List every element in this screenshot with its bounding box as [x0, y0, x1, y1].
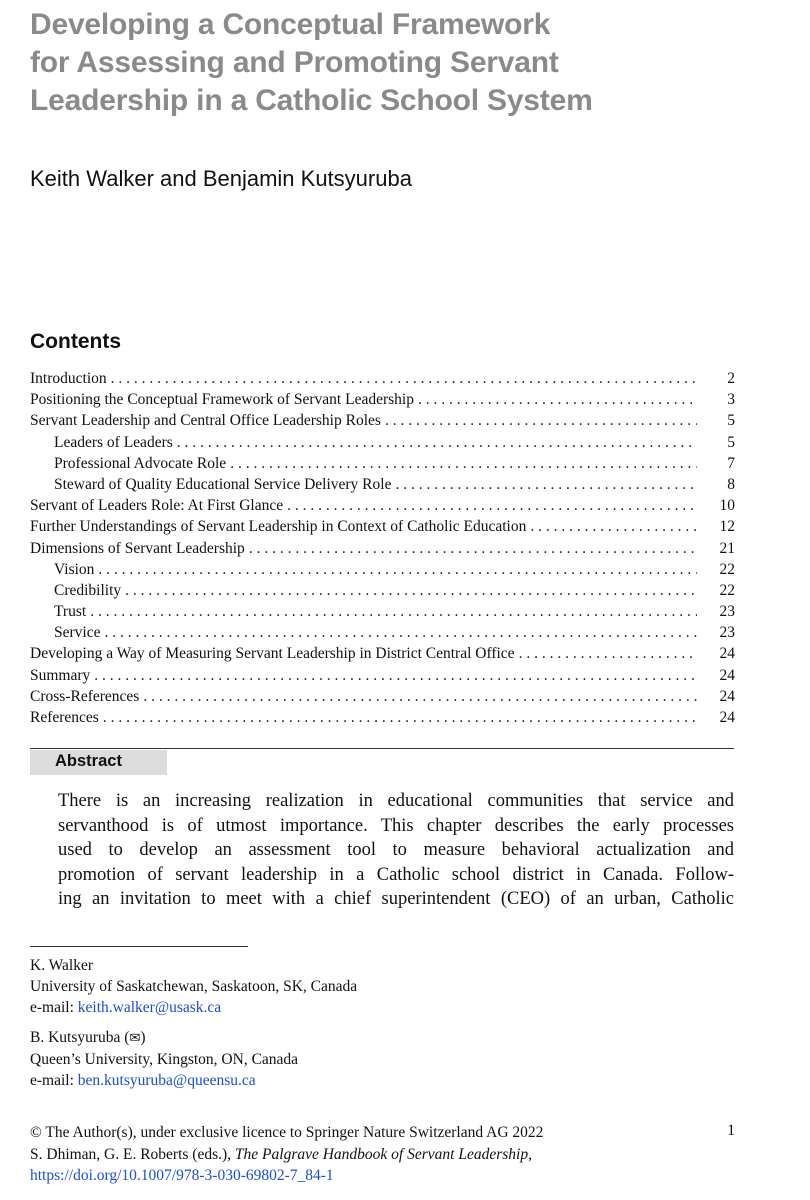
affiliation-walker: [30, 955, 357, 1018]
toc-entry-label: Steward of Quality Educational Service Delivery Role: [54, 475, 392, 493]
abstract-heading: Abstract: [55, 752, 122, 770]
toc-leader-dots: [111, 368, 697, 389]
chapter-title-line-3: Leadership in a Catholic School System: [30, 84, 593, 117]
toc-entry-label: Leaders of Leaders: [54, 433, 173, 451]
email-link-walker[interactable]: keith.walker@usask.ca: [77, 999, 222, 1016]
toc-entry-page: 23: [719, 603, 735, 621]
toc-entry-page: 2: [727, 370, 735, 387]
page-number: 1: [727, 1122, 735, 1139]
toc-entry-page: 3: [727, 391, 735, 409]
toc-leader-dots: [385, 410, 697, 431]
toc-leader-dots: [143, 686, 697, 707]
toc-entry-central-office-roles[interactable]: [30, 410, 735, 431]
toc-entry-further-understandings[interactable]: [30, 516, 735, 537]
toc-entry-page: 24: [719, 645, 735, 663]
toc-entry-label: Professional Advocate Role: [54, 454, 227, 472]
toc-entry-dimensions[interactable]: [30, 538, 735, 559]
affiliation-name: K. Walker: [30, 957, 94, 974]
toc-entry-label: Credibility: [54, 581, 122, 599]
affiliation-institution: Queen’s University, Kingston, ON, Canada: [30, 1051, 299, 1068]
copyright-block: [30, 1122, 735, 1187]
toc-entry-page: 24: [719, 666, 735, 684]
toc-entry-page: 7: [727, 454, 735, 472]
toc-entry-label: Vision: [54, 560, 95, 578]
contents-heading: Contents: [30, 330, 121, 353]
affiliation-kutsyuruba: [30, 1027, 298, 1091]
toc-entry-page: 22: [719, 581, 735, 599]
toc-leader-dots: [249, 538, 697, 559]
abstract-line: ing an invitation to meet with a chief superintendent (CEO) of an urban, Catholic: [58, 889, 734, 909]
toc-entry-label: Cross-References: [30, 687, 140, 705]
email-link-kutsyuruba[interactable]: ben.kutsyuruba@queensu.ca: [77, 1072, 256, 1089]
toc-entry-label: Trust: [54, 603, 87, 621]
abstract-line: servanthood is of utmost importance. This chapter describes the early processes: [58, 815, 734, 836]
toc-entry-page: 5: [727, 412, 735, 430]
toc-entry-page: 5: [727, 433, 735, 451]
abstract-line: promotion of servant leadership in a Catholic school district in Canada. Follow-: [58, 864, 734, 885]
toc-entry-vision[interactable]: [30, 559, 735, 580]
toc-entry-steward[interactable]: [30, 474, 735, 495]
email-prefix: e-mail:: [30, 1072, 78, 1089]
table-of-contents: [30, 368, 735, 728]
toc-leader-dots: [104, 622, 697, 643]
toc-entry-label: References: [30, 709, 99, 726]
toc-entry-label: Developing a Way of Measuring Servant Leadership in District Central Office: [30, 645, 515, 663]
chapter-title: [30, 6, 790, 120]
author-names: Keith Walker and Benjamin Kutsyuruba: [30, 166, 412, 191]
toc-entry-measuring[interactable]: [30, 643, 735, 664]
toc-entry-servant-of-leaders[interactable]: [30, 495, 735, 516]
book-title: The Palgrave Handbook of Servant Leadership: [234, 1145, 529, 1163]
toc-entry-label: Servant of Leaders Role: At First Glance: [30, 497, 284, 515]
toc-entry-label: Further Understandings of Servant Leadership in Context of Catholic Education: [30, 518, 527, 536]
toc-entry-label: Servant Leadership and Central Office Leadership Roles: [30, 412, 381, 430]
affiliation-institution: University of Saskatchewan, Saskatoon, SK, Canada: [30, 978, 358, 995]
abstract-top-rule: [30, 748, 734, 749]
citation-prefix: S. Dhiman, G. E. Roberts (eds.),: [30, 1145, 235, 1163]
toc-entry-positioning[interactable]: [30, 389, 735, 410]
doi-link[interactable]: https://doi.org/10.1007/978-3-030-69802-7_84-1: [30, 1167, 334, 1184]
toc-leader-dots: [530, 516, 697, 537]
toc-leader-dots: [287, 495, 697, 516]
toc-leader-dots: [125, 580, 697, 601]
toc-entry-page: 22: [719, 560, 735, 578]
toc-entry-label: Dimensions of Servant Leadership: [30, 539, 245, 557]
toc-leader-dots: [90, 601, 697, 622]
affiliation-name: B. Kutsyuruba (: [30, 1029, 130, 1046]
toc-entry-page: 10: [719, 497, 735, 515]
toc-entry-references[interactable]: [30, 707, 735, 728]
toc-entry-leaders-of-leaders[interactable]: [30, 432, 735, 453]
toc-leader-dots: [519, 643, 697, 664]
abstract-line: There is an increasing realization in educational communities that service and: [58, 791, 734, 811]
toc-entry-service[interactable]: [30, 622, 735, 643]
affiliation-name-suffix: ): [140, 1029, 146, 1046]
toc-leader-dots: [103, 707, 697, 728]
copyright-line: © The Author(s), under exclusive licence to Springer Nature Switzerland AG 2022: [30, 1124, 544, 1141]
toc-entry-page: 12: [719, 518, 735, 536]
toc-entry-page: 8: [727, 475, 735, 493]
abstract-line: used to develop an assessment tool to measure behavioral actualization and: [58, 840, 734, 860]
toc-entry-professional-advocate[interactable]: [30, 453, 735, 474]
toc-leader-dots: [395, 474, 697, 495]
toc-entry-page: 24: [719, 687, 735, 705]
abstract-body: [58, 789, 734, 912]
citation-suffix: ,: [528, 1145, 532, 1163]
toc-entry-summary[interactable]: [30, 665, 735, 686]
chapter-title-line-1: Developing a Conceptual Framework: [30, 8, 551, 41]
email-prefix: e-mail:: [30, 999, 78, 1016]
toc-leader-dots: [177, 432, 697, 453]
toc-leader-dots: [94, 665, 697, 686]
toc-entry-cross-references[interactable]: [30, 686, 735, 707]
toc-entry-label: Positioning the Conceptual Framework of Servant Leadership: [30, 391, 414, 409]
toc-leader-dots: [418, 389, 697, 410]
toc-entry-label: Summary: [30, 666, 91, 684]
toc-entry-page: 24: [719, 709, 735, 726]
toc-entry-page: 23: [719, 624, 735, 642]
toc-entry-trust[interactable]: [30, 601, 735, 622]
footnote-rule: [30, 946, 248, 947]
toc-entry-label: Introduction: [30, 370, 107, 387]
toc-leader-dots: [230, 453, 697, 474]
toc-entry-introduction[interactable]: [30, 368, 735, 389]
toc-entry-page: 21: [719, 539, 735, 557]
toc-entry-credibility[interactable]: [30, 580, 735, 601]
toc-entry-label: Service: [54, 624, 101, 642]
toc-leader-dots: [98, 559, 697, 580]
chapter-title-line-2: for Assessing and Promoting Servant: [30, 46, 559, 79]
envelope-icon: ✉: [129, 1031, 141, 1046]
